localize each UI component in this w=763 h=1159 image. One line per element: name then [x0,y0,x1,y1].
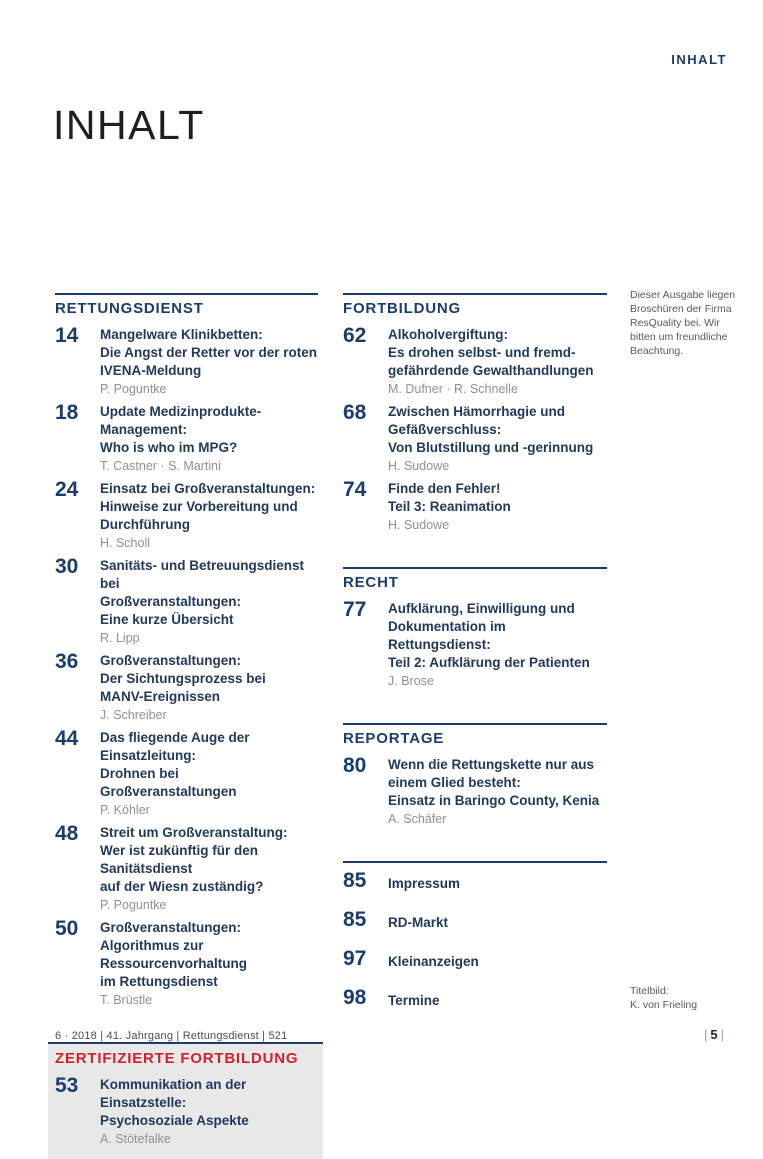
section-heading-recht: RECHT [343,574,399,591]
entry-title [100,824,318,896]
entry-title-line: Alkoholvergiftung: [388,327,508,342]
entry-page-number: 98 [343,986,367,1009]
entry-title-line: Update Medizinprodukte-Management: [100,404,262,437]
section-heading-fortbildung: FORTBILDUNG [343,300,461,317]
entry-title-line: Mangelware Klinikbetten: [100,327,263,342]
entry-title-line: MANV-Ereignissen [100,689,221,704]
entry-authors: A. Stötefalke [100,1132,171,1146]
page-title: INHALT [53,102,205,148]
entry-page-number: 53 [55,1074,79,1097]
corner-section-label: INHALT [671,52,727,67]
entry-body [100,729,318,818]
entry-title-line: Kleinanzeigen [388,954,479,969]
toc-entry [55,824,318,913]
toc-entry [55,729,318,818]
entry-title-line: Finde den Fehler! [388,481,501,496]
toc-entry [343,326,607,397]
entry-page-number: 85 [343,908,367,931]
entry-page-number: 18 [55,401,79,424]
entry-page-number: 80 [343,754,367,777]
entry-body [388,480,607,533]
entry-title [100,480,318,534]
section-zertifizierte-fortbildung [48,1042,323,1159]
cover-credit-label: Titelbild: [630,985,669,997]
entry-body [388,756,607,827]
entry-body [100,326,318,397]
entry-title-line: Hinweise zur Vorbereitung und [100,499,298,514]
toc-entry [343,871,607,893]
entry-title-line: Sanitäts- und Betreuungsdienst bei [100,558,305,591]
entry-title-line: Impressum [388,876,461,891]
entry-title [388,871,607,893]
entry-body [100,557,318,646]
entry-page-number: 85 [343,869,367,892]
entry-title-line: Gefäßverschluss: [388,422,502,437]
entry-title [388,480,607,516]
toc-entry [55,403,318,474]
entry-title-line: Großveranstaltungen: [100,653,242,668]
entry-body [388,403,607,474]
entry-title-line: Einsatz in Baringo County, Kenia [388,793,600,808]
entry-body [100,403,318,474]
entry-title-line: Wer ist zukünftig für den Sanitätsdienst [100,843,258,876]
toc-entry [343,403,607,474]
entry-authors: J. Brose [388,674,434,688]
insert-note: Dieser Ausgabe liegen Broschüren der Firma ResQuality bei. Wir bitten um freundliche Beachtung. [630,289,736,357]
entry-title [388,910,607,932]
entry-page-number: 24 [55,478,79,501]
toc-entry [343,910,607,932]
entry-authors: T. Castner · S. Martini [100,459,221,473]
toc-entry [55,326,318,397]
entry-title [388,949,607,971]
toc-entry [343,600,607,689]
entry-title-line: Von Blutstillung und -gerinnung [388,440,594,455]
entry-page-number: 50 [55,917,79,940]
entry-page-number: 48 [55,822,79,845]
toc-entry [343,480,607,533]
entry-authors: H. Sudowe [388,518,450,532]
toc-entry [343,988,607,1010]
page-number-bar-left: | [703,1027,708,1042]
entry-title [100,652,318,706]
entry-title-line: Wenn die Rettungskette nur aus [388,757,595,772]
section-reportage [343,723,607,827]
entry-title-line: Streit um Großveranstaltung: [100,825,288,840]
section-fortbildung [343,293,607,533]
entry-page-number: 62 [343,324,367,347]
page-number [701,1027,727,1042]
entry-title [100,919,318,991]
entry-page-number: 44 [55,727,79,750]
entry-title-line: Teil 3: Reanimation [388,499,511,514]
entry-title-line: Aufklärung, Einwilligung und [388,601,575,616]
entry-title [388,326,607,380]
section-heading-zertifizierte-fortbildung: ZERTIFIZIERTE FORTBILDUNG [55,1050,299,1067]
entry-authors: H. Sudowe [388,459,450,473]
footer-issue-info: 6 · 2018 | 41. Jahrgang | Rettungsdienst | 521 [55,1030,288,1042]
entry-authors: J. Schreiber [100,708,167,722]
entry-body [100,1076,315,1147]
section-recht [343,567,607,689]
entry-title [100,326,318,380]
entry-body [100,480,318,551]
entry-title-line: Durchführung [100,517,190,532]
entry-title-line: auf der Wiesn zuständig? [100,879,264,894]
entry-authors: R. Lipp [100,631,140,645]
entry-title-line: Großveranstaltungen: [100,594,242,609]
entry-title-line: Drohnen bei Großveranstaltungen [100,766,237,799]
entry-title [388,988,607,1010]
entry-title-line: gefährdende Gewalthandlungen [388,363,594,378]
entry-title [388,403,607,457]
cover-credit-name: K. von Frieling [630,999,698,1011]
entry-body [100,824,318,913]
entry-title-line: im Rettungsdienst [100,974,218,989]
entry-title-line: Termine [388,993,440,1008]
section-rettungsdienst [55,293,318,1008]
toc-entry [343,949,607,971]
entry-body [388,949,607,971]
toc-entry [343,756,607,827]
entry-page-number: 68 [343,401,367,424]
entry-title-line: Eine kurze Übersicht [100,612,234,627]
entry-body [388,600,607,689]
entry-title [100,557,318,629]
section-rubriken [343,861,607,1010]
section-heading-reportage: REPORTAGE [343,730,445,747]
entry-page-number: 74 [343,478,367,501]
entry-title-line: Who is who im MPG? [100,440,238,455]
entry-authors: T. Brüstle [100,993,153,1007]
entry-title-line: Teil 2: Aufklärung der Patienten [388,655,590,670]
entry-body [388,326,607,397]
entry-title-line: IVENA-Meldung [100,363,202,378]
entry-title-line: Der Sichtungsprozess bei [100,671,266,686]
entry-title [100,403,318,457]
entry-authors: P. Köhler [100,803,150,817]
toc-entry [55,919,318,1008]
entry-page-number: 14 [55,324,79,347]
entry-title-line: Es drohen selbst- und fremd- [388,345,576,360]
entry-title [388,756,607,810]
page-number-value: 5 [710,1027,718,1042]
cover-credit [630,984,697,1012]
entry-title-line: einem Glied besteht: [388,775,521,790]
page-number-bar-right: | [720,1027,724,1042]
entry-title-line: Die Angst der Retter vor der roten [100,345,318,360]
entry-title-line: RD-Markt [388,915,449,930]
entry-page-number: 77 [343,598,367,621]
entry-page-number: 30 [55,555,79,578]
entry-title-line: Einsatz bei Großveranstaltungen: [100,481,316,496]
entry-authors: A. Schäfer [388,812,447,826]
toc-entry [55,652,318,723]
entry-title-line: Das fliegende Auge der Einsatzleitung: [100,730,250,763]
toc-entry [55,1076,315,1147]
entry-body [388,988,607,1010]
toc-entry [55,480,318,551]
entry-authors: H. Scholl [100,536,151,550]
entry-title-line: Dokumentation im Rettungsdienst: [388,619,506,652]
entry-page-number: 36 [55,650,79,673]
entry-body [388,910,607,932]
entry-authors: P. Poguntke [100,898,167,912]
entry-body [100,652,318,723]
toc-entry [55,557,318,646]
toc-column-right [343,293,607,1027]
entry-page-number: 97 [343,947,367,970]
entry-title-line: Großveranstaltungen: [100,920,242,935]
entry-title-line: Kommunikation an der Einsatzstelle: [100,1077,247,1110]
entry-title-line: Psychosoziale Aspekte [100,1113,249,1128]
entry-title-line: Algorithmus zur Ressourcenvorhaltung [100,938,248,971]
entry-body [100,919,318,1008]
section-heading-rettungsdienst: RETTUNGSDIENST [55,300,204,317]
entry-authors: M. Dufner · R. Schnelle [388,382,518,396]
entry-title-line: Zwischen Hämorrhagie und [388,404,566,419]
entry-title [388,600,607,672]
entry-authors: P. Poguntke [100,382,167,396]
entry-title [100,729,318,801]
entry-body [388,871,607,893]
entry-title [100,1076,315,1130]
